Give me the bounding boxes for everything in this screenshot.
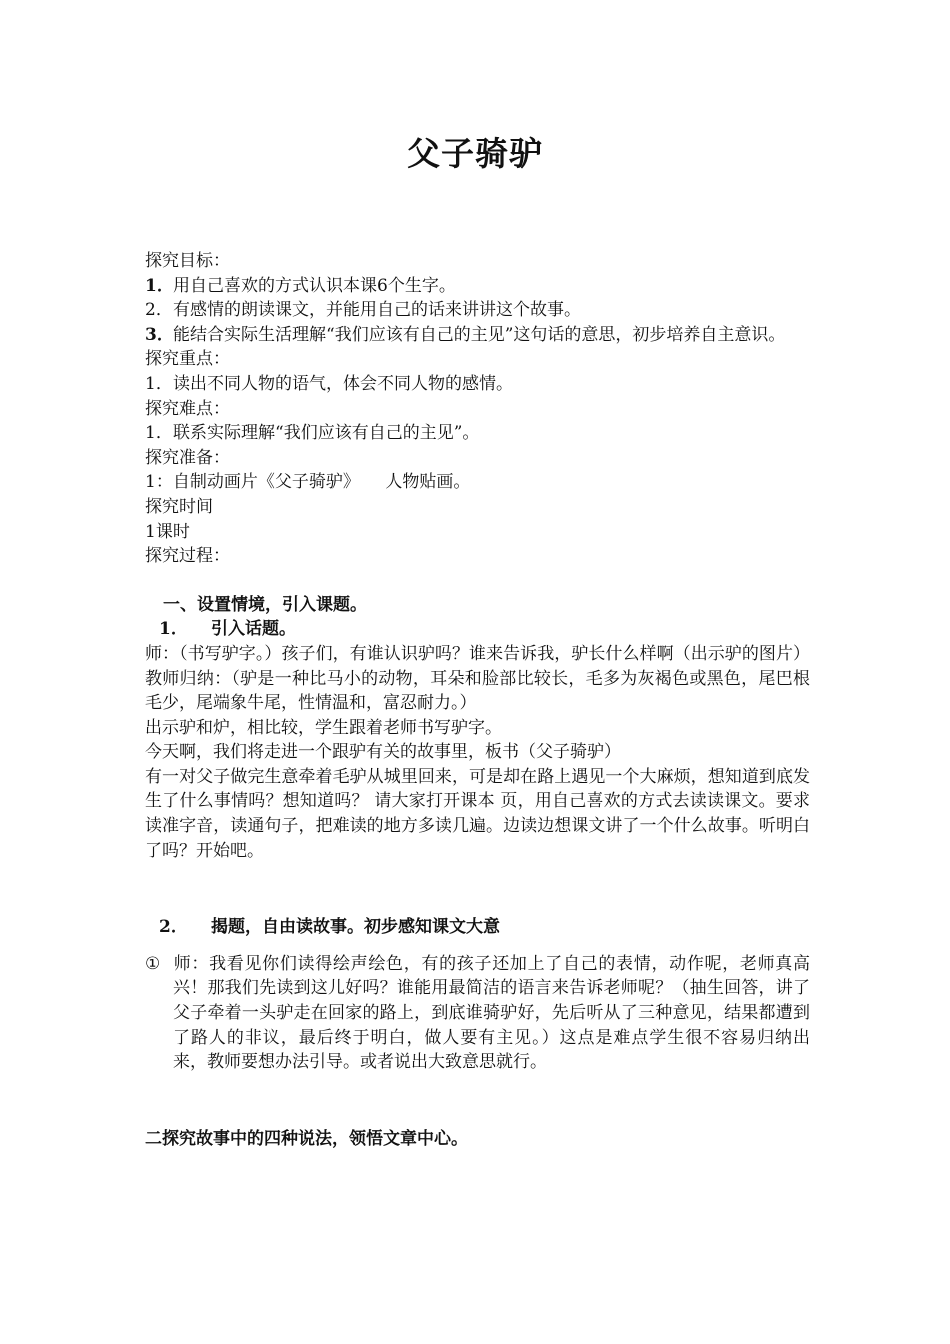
document-body <box>145 249 810 1151</box>
difficulty-item <box>145 421 810 446</box>
key-point-text: 读出不同人物的语气，体会不同人物的感情。 <box>173 373 513 394</box>
process-label: 探究过程： <box>145 546 230 567</box>
section-3-heading: 二探究故事中的四种说法，领悟文章中心。 <box>145 1128 468 1149</box>
objective-item-1 <box>145 274 810 299</box>
section-1-sub-text: 引入话题。 <box>211 619 296 640</box>
difficulties-label: 探究难点： <box>145 398 230 419</box>
preparation-label: 探究准备： <box>145 447 230 468</box>
key-point-item <box>145 372 810 397</box>
paragraph-3: 今天啊，我们将走进一个跟驴有关的故事里，板书（父子骑驴） <box>145 742 621 763</box>
objective-num-1: 1． <box>145 275 174 296</box>
section-2-sub-text: 揭题，自由读故事。初步感知课文大意 <box>211 917 500 938</box>
key-points-label: 探究重点： <box>145 349 230 370</box>
objective-text-2: 有感情的朗读课文，并能用自己的话来讲讲这个故事。 <box>173 300 581 321</box>
section-2-sub-num: 2． <box>159 917 188 938</box>
paragraph-2: 出示驴和炉，相比较，学生跟着老师书写驴字。 <box>145 717 502 738</box>
document-title: 父子骑驴 <box>407 134 543 173</box>
key-point-num: 1． <box>145 373 173 394</box>
objective-num-2: 2． <box>145 300 173 321</box>
time-label: 探究时间 <box>145 496 213 517</box>
section-1-sub-num: 1． <box>159 619 188 640</box>
time-value: 1课时 <box>145 521 190 542</box>
section-2-item-text: 师：我看见你们读得绘声绘色，有的孩子还加上了自己的表情，动作呢，老师真高兴！那我们先读到这儿好吗？谁能用最简洁的语言来告诉老师呢？（抽生回答，讲了父子牵着一头驴走在回家的路上，到底谁骑驴好，先后听从了三种意见，结果都遭到了路人的非议，最后终于明白，做人要有主见。）这点是难点学生很不容易归纳出来，教师要想办法引导。或者说出大致意思就行。 <box>173 953 810 1073</box>
section-2-item <box>145 952 810 1075</box>
objective-text-1: 用自己喜欢的方式认识本课6个生字。 <box>173 275 456 296</box>
section-1-subheading <box>145 617 810 642</box>
paragraph-4: 有一对父子做完生意牵着毛驴从城里回来，可是却在路上遇见一个大麻烦，想知道到底发生了什么事情吗？想知道吗？ 请大家打开课本 页，用自己喜欢的方式去读读课文。要求读准字音，读通句子，把难读的地方多读几遍。边读边想课文讲了一个什么故事。听明白了吗？开始吧。 <box>145 766 810 861</box>
circled-number-mark: ① <box>145 953 161 974</box>
objectives-label: 探究目标： <box>145 251 230 271</box>
difficulty-num: 1． <box>145 423 173 444</box>
objective-item-3 <box>145 323 810 348</box>
objective-text-3: 能结合实际生活理解“我们应该有自己的主见”这句话的意思，初步培养自主意识。 <box>173 324 786 345</box>
paragraph-1: 师：（书写驴字。）孩子们，有谁认识驴吗？谁来告诉我，驴长什么样啊（出示驴的图片）教师归纳：（驴是一种比马小的动物，耳朵和脸部比较长，毛多为灰褐色或黑色，尾巴根毛少，尾端象牛尾，性情温和，富忍耐力。） <box>145 643 810 714</box>
difficulty-text: 联系实际理解“我们应该有自己的主见”。 <box>173 423 480 444</box>
objective-num-3: 3． <box>145 324 174 345</box>
section-2-subheading <box>145 915 810 940</box>
section-1-heading: 一、设置情境，引入课题。 <box>163 594 367 615</box>
objective-item-2 <box>145 298 810 323</box>
preparation-text: 1：自制动画片《父子骑驴》 人物贴画。 <box>145 472 471 493</box>
